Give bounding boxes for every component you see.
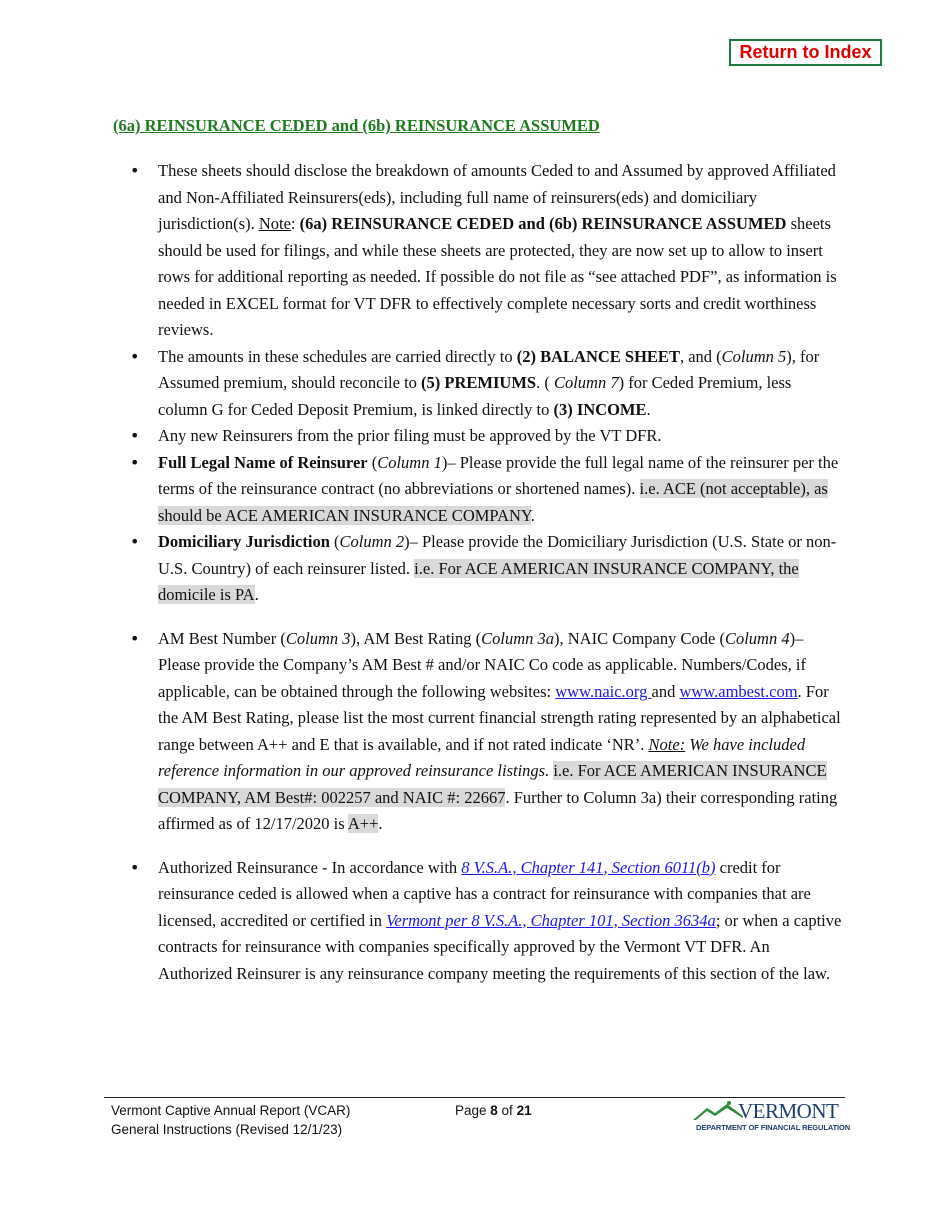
bullet-icon: •	[130, 426, 140, 445]
footer-document-title: Vermont Captive Annual Report (VCAR) General Instructions (Revised 12/1/23)	[111, 1103, 351, 1137]
return-to-index-button[interactable]: Return to Index	[729, 39, 882, 66]
bullet-icon: •	[130, 161, 140, 180]
bullet-icon: •	[130, 857, 140, 877]
section-heading: (6a) REINSURANCE CEDED and (6b) REINSURANCE ASSUMED	[113, 116, 600, 135]
list-item: • AM Best Number (Column 3), AM Best Rating (Column 3a), NAIC Company Code (Column 4)– Please provide the Company’s AM Best # and/or NAIC Co code as applicable. Numbers/Codes, if applicable, can be obtained through the following websites: www.naic.org and www.ambest.com. For the AM Best Rating, please list the most current financial strength rating represented by an alphabetical range between A++ and E that is available, and if not rated indicate ‘NR’. Note: We have included reference information in our approved reinsurance listings. i.e. For ACE AMERICAN INSURANCE COMPANY, AM Best#: 002257 and NAIC #: 22667. Further to Column 3a) their corresponding rating affirmed as of 12/17/2020 is A++.	[113, 626, 843, 838]
example-highlight: i.e. For ACE AMERICAN INSURANCE COMPANY, the domicile is PA	[158, 558, 799, 604]
note-label: Note:	[648, 734, 686, 754]
bullet-icon: •	[130, 452, 140, 472]
list-item: • These sheets should disclose the breakdown of amounts Ceded to and Assumed by approved Affiliated and Non-Affiliated Reinsurers(eds), including full name of reinsurers(eds) and domiciliary jurisdiction(s). Note: (6a) REINSURANCE CEDED and (6b) REINSURANCE ASSUMED sheets should be used for filings, and while these sheets are protected, they are now set up to allow to insert rows for additional reporting as needed. If possible do not file as “see attached PDF”, as information is needed in EXCEL format for VT DFR to effectively complete necessary sorts and credit worthiness reviews.	[113, 158, 843, 344]
example-highlight: i.e. ACE (not acceptable), as should be ACE AMERICAN INSURANCE COMPANY	[158, 479, 828, 525]
ambest-link[interactable]: www.ambest.com	[679, 681, 798, 701]
mountain-icon	[693, 1100, 743, 1122]
note-label: Note	[258, 214, 291, 233]
statute-3634a-link[interactable]: Vermont per 8 V.S.A., Chapter 101, Section 3634a	[386, 910, 716, 930]
bullet-icon: •	[130, 628, 140, 648]
naic-link[interactable]: www.naic.org	[555, 681, 652, 701]
bullet-icon: •	[130, 346, 140, 366]
vermont-dfr-logo: VERMONT DEPARTMENT OF FINANCIAL REGULATION	[693, 1098, 838, 1138]
list-item: • The amounts in these schedules are carried directly to (2) BALANCE SHEET, and (Column 5), for Assumed premium, should reconcile to (5) PREMIUMS. ( Column 7) for Ceded Premium, less column G for Ceded Deposit Premium, is linked directly to (3) INCOME.	[113, 344, 843, 424]
bullet-icon: •	[130, 532, 140, 551]
rating-highlight: A++	[347, 814, 379, 833]
bullet-list	[113, 158, 843, 987]
list-item: • Full Legal Name of Reinsurer (Column 1)– Please provide the full legal name of the reinsurer per the terms of the reinsurance contract (no abbreviations or shortened names). i.e. ACE (not acceptable), as should be ACE AMERICAN INSURANCE COMPANY.	[113, 450, 843, 530]
page-number: Page 8 of 21	[455, 1103, 532, 1118]
list-item: • Domiciliary Jurisdiction (Column 2)– Please provide the Domiciliary Jurisdiction (U.S. State or non-U.S. Country) of each reinsurer listed. i.e. For ACE AMERICAN INSURANCE COMPANY, the domicile is PA.	[113, 529, 843, 609]
list-item: • Authorized Reinsurance - In accordance with 8 V.S.A., Chapter 141, Section 6011(b) credit for reinsurance ceded is allowed when a captive has a contract for reinsurance with companies that are licensed, accredited or certified in Vermont per 8 V.S.A., Chapter 101, Section 3634a; or when a captive contracts for reinsurance with companies specifically approved by the Vermont VT DFR. An Authorized Reinsurer is any reinsurance company meeting the requirements of this section of the law.	[113, 855, 843, 988]
instructions-body	[113, 158, 843, 987]
sheet-name: (6a) REINSURANCE CEDED and (6b) REINSURANCE ASSUMED	[299, 214, 787, 233]
example-highlight: i.e. For ACE AMERICAN INSURANCE COMPANY, AM Best#: 002257 and NAIC #: 22667	[158, 761, 827, 807]
statute-6011b-link[interactable]: 8 V.S.A., Chapter 141, Section 6011(b)	[461, 857, 716, 877]
list-item: • Any new Reinsurers from the prior filing must be approved by the VT DFR.	[113, 423, 843, 450]
